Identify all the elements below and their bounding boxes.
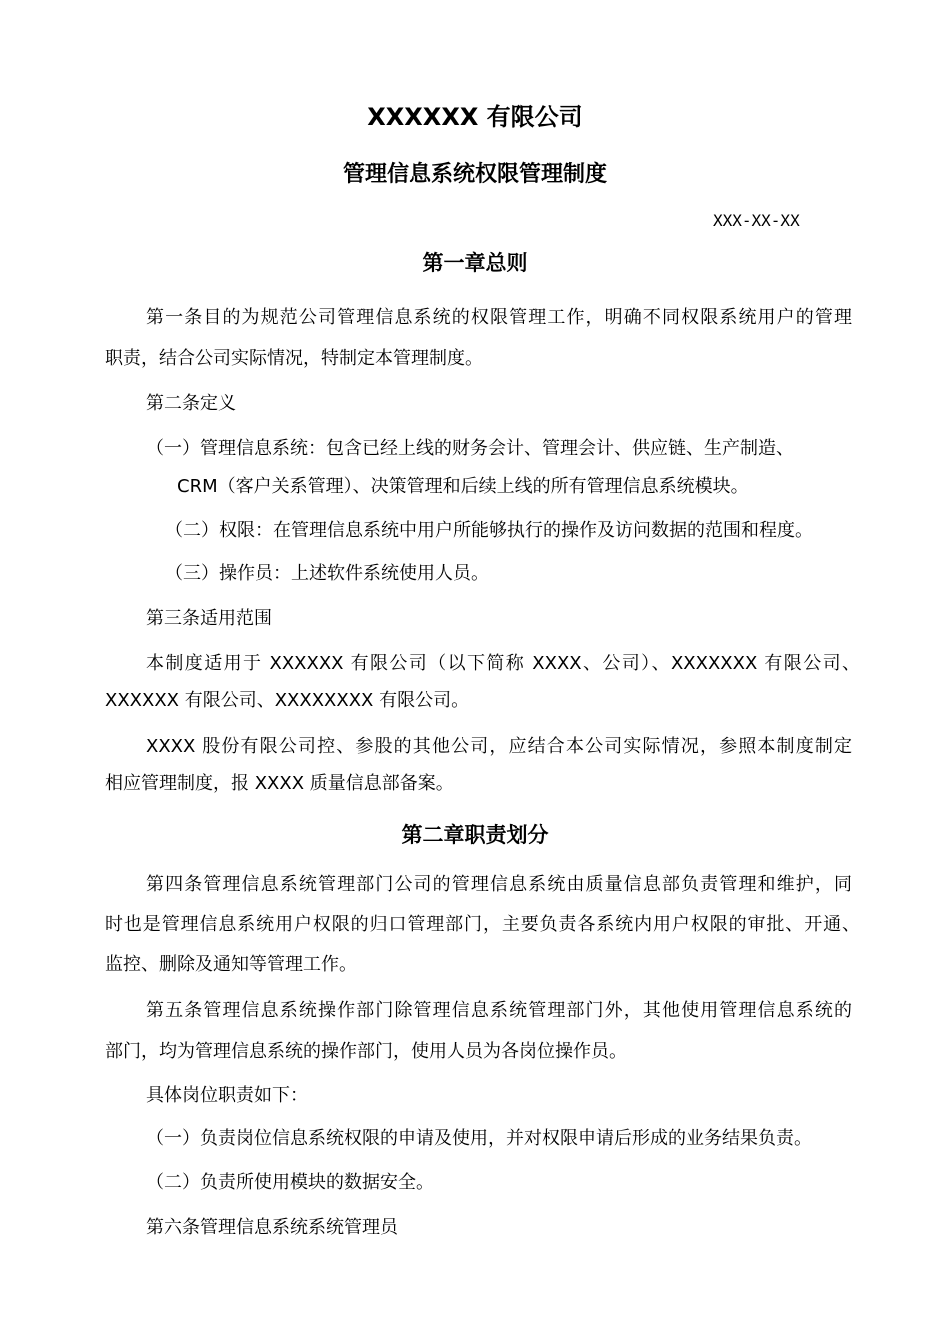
article-5-line-2: 部门，均为管理信息系统的操作部门，使用人员为各岗位操作员。	[105, 1041, 627, 1062]
definition-3: （三）操作员：上述软件系统使用人员。	[165, 563, 489, 584]
scope-line-1: 本制度适用于 XXXXXX 有限公司（以下简称 XXXX、公司）、XXXXXXX 有限公司、	[146, 653, 860, 674]
article-4-line-1: 第四条管理信息系统管理部门公司的管理信息系统由质量信息部负责管理和维护，同	[146, 874, 852, 895]
article-5-line-1: 第五条管理信息系统操作部门除管理信息系统管理部门外，其他使用管理信息系统的	[146, 1000, 852, 1021]
duty-1: （一）负责岗位信息系统权限的申请及使用，并对权限申请后形成的业务结果负责。	[146, 1128, 812, 1149]
company-name: XXXXXX 有限公司	[367, 103, 583, 131]
article-3-heading: 第三条适用范围	[146, 608, 272, 629]
article-1-line-2: 职责，结合公司实际情况，特制定本管理制度。	[105, 348, 483, 369]
document-date: XXX-XX-XX	[713, 211, 800, 230]
chapter-1-heading: 第一章总则	[422, 251, 528, 275]
chapter-2-heading: 第二章职责划分	[401, 823, 549, 847]
article-4-line-3: 监控、删除及通知等管理工作。	[105, 954, 357, 975]
article-2-heading: 第二条定义	[146, 393, 236, 414]
definition-1-line-1: （一）管理信息系统：包含已经上线的财务会计、管理会计、供应链、生产制造、	[146, 438, 794, 459]
article-4-line-2: 时也是管理信息系统用户权限的归口管理部门，主要负责各系统内用户权限的审批、开通、	[105, 914, 860, 935]
scope-line-2: XXXXXX 有限公司、XXXXXXXX 有限公司。	[105, 690, 470, 711]
definition-2: （二）权限：在管理信息系统中用户所能够执行的操作及访问数据的范围和程度。	[165, 520, 813, 541]
definition-1-line-2: CRM（客户关系管理）、决策管理和后续上线的所有管理信息系统模块。	[177, 476, 749, 497]
scope-2-line-2: 相应管理制度，报 XXXX 质量信息部备案。	[105, 773, 454, 794]
scope-2-line-1: XXXX 股份有限公司控、参股的其他公司，应结合本公司实际情况，参照本制度制定	[146, 736, 852, 757]
duties-intro: 具体岗位职责如下：	[146, 1085, 308, 1106]
article-1-line-1: 第一条目的为规范公司管理信息系统的权限管理工作，明确不同权限系统用户的管理	[146, 307, 852, 328]
article-6-heading: 第六条管理信息系统系统管理员	[146, 1217, 398, 1238]
duty-2: （二）负责所使用模块的数据安全。	[146, 1172, 434, 1193]
document-title: 管理信息系统权限管理制度	[342, 162, 607, 187]
